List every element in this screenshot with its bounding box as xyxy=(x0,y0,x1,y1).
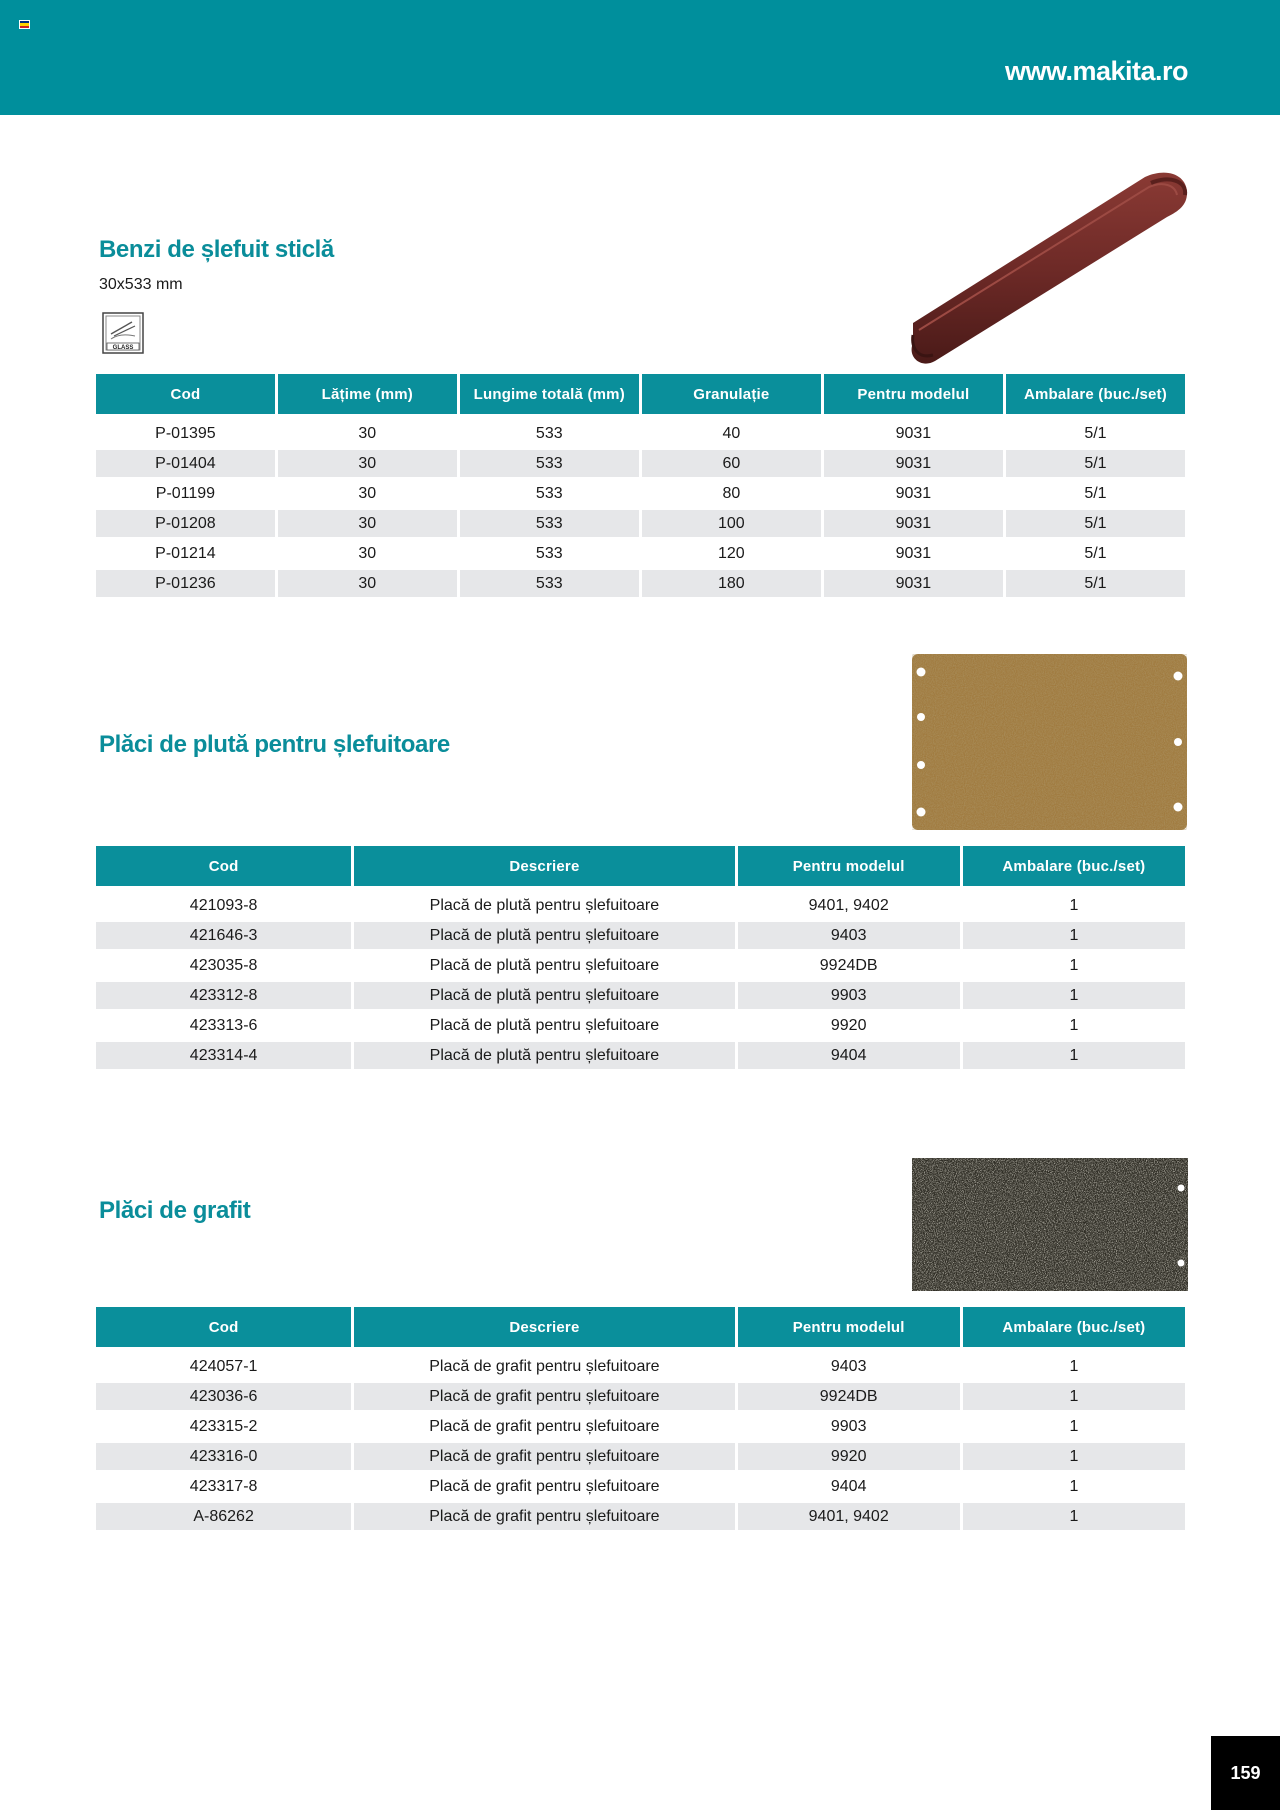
table-row xyxy=(96,892,1185,922)
cell-code: 423316-0 xyxy=(96,1443,351,1473)
cell-model: 9403 xyxy=(738,922,960,952)
cell-code: 423314-4 xyxy=(96,1042,351,1072)
table-row xyxy=(96,952,1185,982)
cell-code: 423317-8 xyxy=(96,1473,351,1503)
cell-packaging: 5/1 xyxy=(1006,420,1185,450)
cell-packaging: 1 xyxy=(963,1353,1185,1383)
table-row xyxy=(96,1383,1185,1413)
cell-model: 9903 xyxy=(738,1413,960,1443)
sanding-belts-table xyxy=(93,374,1188,600)
cell-description: Placă de grafit pentru șlefuitoare xyxy=(354,1413,734,1443)
cell-description: Placă de grafit pentru șlefuitoare xyxy=(354,1503,734,1533)
table-row xyxy=(96,1443,1185,1473)
cell-width: 30 xyxy=(278,570,457,600)
table-row xyxy=(96,922,1185,952)
cell-code: P-01214 xyxy=(96,540,275,570)
column-header: Descriere xyxy=(354,846,734,892)
cell-model: 9403 xyxy=(738,1353,960,1383)
table-row xyxy=(96,510,1185,540)
column-header: Ambalare (buc./set) xyxy=(1006,374,1185,420)
cell-packaging: 1 xyxy=(963,1413,1185,1443)
cell-code: 423315-2 xyxy=(96,1413,351,1443)
cell-description: Placă de plută pentru șlefuitoare xyxy=(354,1042,734,1072)
cell-packaging: 5/1 xyxy=(1006,510,1185,540)
cell-code: 423035-8 xyxy=(96,952,351,982)
table-row xyxy=(96,540,1185,570)
table-row xyxy=(96,480,1185,510)
cell-model: 9031 xyxy=(824,480,1003,510)
table-row xyxy=(96,450,1185,480)
cell-model: 9924DB xyxy=(738,952,960,982)
cell-grit: 100 xyxy=(642,510,821,540)
cell-packaging: 5/1 xyxy=(1006,540,1185,570)
cell-length: 533 xyxy=(460,420,639,450)
cell-code: A-86262 xyxy=(96,1503,351,1533)
cork-plates-table xyxy=(93,846,1188,1072)
cell-model: 9404 xyxy=(738,1042,960,1072)
column-header: Pentru modelul xyxy=(738,1307,960,1353)
cell-code: P-01404 xyxy=(96,450,275,480)
page-number: 159 xyxy=(1211,1736,1280,1810)
website-url[interactable]: www.makita.ro xyxy=(1004,56,1188,86)
column-header: Pentru modelul xyxy=(738,846,960,892)
cell-model: 9031 xyxy=(824,540,1003,570)
column-header: Lungime totală (mm) xyxy=(460,374,639,420)
cell-packaging: 1 xyxy=(963,1443,1185,1473)
cell-code: P-01208 xyxy=(96,510,275,540)
cell-code: 421646-3 xyxy=(96,922,351,952)
table-row xyxy=(96,1012,1185,1042)
cell-description: Placă de grafit pentru șlefuitoare xyxy=(354,1353,734,1383)
section-subtitle-size: 30x533 mm xyxy=(99,276,183,293)
cell-width: 30 xyxy=(278,540,457,570)
column-header: Cod xyxy=(96,374,275,420)
cell-packaging: 1 xyxy=(963,892,1185,922)
table-row xyxy=(96,1413,1185,1443)
cell-description: Placă de plută pentru șlefuitoare xyxy=(354,1012,734,1042)
cell-grit: 60 xyxy=(642,450,821,480)
cell-packaging: 5/1 xyxy=(1006,450,1185,480)
cell-packaging: 1 xyxy=(963,1012,1185,1042)
table-row xyxy=(96,1042,1185,1072)
cell-packaging: 1 xyxy=(963,952,1185,982)
cell-length: 533 xyxy=(460,480,639,510)
cell-packaging: 1 xyxy=(963,1473,1185,1503)
cell-model: 9920 xyxy=(738,1012,960,1042)
graphite-plates-table xyxy=(93,1307,1188,1533)
cell-packaging: 1 xyxy=(963,922,1185,952)
cell-width: 30 xyxy=(278,510,457,540)
table-row xyxy=(96,570,1185,600)
cell-code: 423036-6 xyxy=(96,1383,351,1413)
table-header-row xyxy=(96,1307,1185,1353)
cell-packaging: 5/1 xyxy=(1006,570,1185,600)
table-row xyxy=(96,420,1185,450)
cell-grit: 80 xyxy=(642,480,821,510)
cell-model: 9031 xyxy=(824,450,1003,480)
glass-material-icon xyxy=(102,312,144,354)
page-header xyxy=(0,0,1280,115)
column-header: Lățime (mm) xyxy=(278,374,457,420)
table-row xyxy=(96,1473,1185,1503)
table-header-row xyxy=(96,374,1185,420)
cell-description: Placă de grafit pentru șlefuitoare xyxy=(354,1443,734,1473)
cell-code: 423312-8 xyxy=(96,982,351,1012)
cell-width: 30 xyxy=(278,450,457,480)
cell-code: P-01199 xyxy=(96,480,275,510)
cork-plate-image xyxy=(910,652,1189,832)
cell-model: 9404 xyxy=(738,1473,960,1503)
table-row xyxy=(96,1353,1185,1383)
section-title-sanding-belts: Benzi de șlefuit sticlă xyxy=(99,236,334,263)
cell-description: Placă de grafit pentru șlefuitoare xyxy=(354,1383,734,1413)
cell-grit: 120 xyxy=(642,540,821,570)
romanian-flag-icon xyxy=(19,20,30,29)
table-row xyxy=(96,982,1185,1012)
cell-description: Placă de grafit pentru șlefuitoare xyxy=(354,1473,734,1503)
cell-model: 9401, 9402 xyxy=(738,892,960,922)
glass-icon-label: GLASS xyxy=(112,345,134,351)
column-header: Granulație xyxy=(642,374,821,420)
cell-model: 9031 xyxy=(824,420,1003,450)
column-header: Ambalare (buc./set) xyxy=(963,846,1185,892)
cell-model: 9031 xyxy=(824,510,1003,540)
cell-model: 9401, 9402 xyxy=(738,1503,960,1533)
cell-model: 9031 xyxy=(824,570,1003,600)
cell-width: 30 xyxy=(278,420,457,450)
cell-description: Placă de plută pentru șlefuitoare xyxy=(354,892,734,922)
cell-grit: 40 xyxy=(642,420,821,450)
cell-code: 421093-8 xyxy=(96,892,351,922)
cell-width: 30 xyxy=(278,480,457,510)
column-header: Ambalare (buc./set) xyxy=(963,1307,1185,1353)
cell-packaging: 1 xyxy=(963,982,1185,1012)
cell-description: Placă de plută pentru șlefuitoare xyxy=(354,952,734,982)
cell-length: 533 xyxy=(460,540,639,570)
cell-code: 424057-1 xyxy=(96,1353,351,1383)
section-title-cork-plates: Plăci de plută pentru șlefuitoare xyxy=(99,731,450,758)
column-header: Descriere xyxy=(354,1307,734,1353)
section-title-graphite-plates: Plăci de grafit xyxy=(99,1197,251,1224)
cell-code: P-01236 xyxy=(96,570,275,600)
table-row xyxy=(96,1503,1185,1533)
cell-packaging: 1 xyxy=(963,1042,1185,1072)
cell-length: 533 xyxy=(460,570,639,600)
column-header: Pentru modelul xyxy=(824,374,1003,420)
cell-packaging: 5/1 xyxy=(1006,480,1185,510)
cell-packaging: 1 xyxy=(963,1503,1185,1533)
sanding-belt-image xyxy=(905,165,1190,365)
cell-code: 423313-6 xyxy=(96,1012,351,1042)
cell-description: Placă de plută pentru șlefuitoare xyxy=(354,982,734,1012)
column-header: Cod xyxy=(96,1307,351,1353)
cell-description: Placă de plută pentru șlefuitoare xyxy=(354,922,734,952)
cell-model: 9924DB xyxy=(738,1383,960,1413)
cell-grit: 180 xyxy=(642,570,821,600)
cell-model: 9903 xyxy=(738,982,960,1012)
cell-length: 533 xyxy=(460,510,639,540)
cell-model: 9920 xyxy=(738,1443,960,1473)
cell-code: P-01395 xyxy=(96,420,275,450)
cell-length: 533 xyxy=(460,450,639,480)
column-header: Cod xyxy=(96,846,351,892)
cell-packaging: 1 xyxy=(963,1383,1185,1413)
table-header-row xyxy=(96,846,1185,892)
graphite-plate-image xyxy=(911,1157,1189,1292)
